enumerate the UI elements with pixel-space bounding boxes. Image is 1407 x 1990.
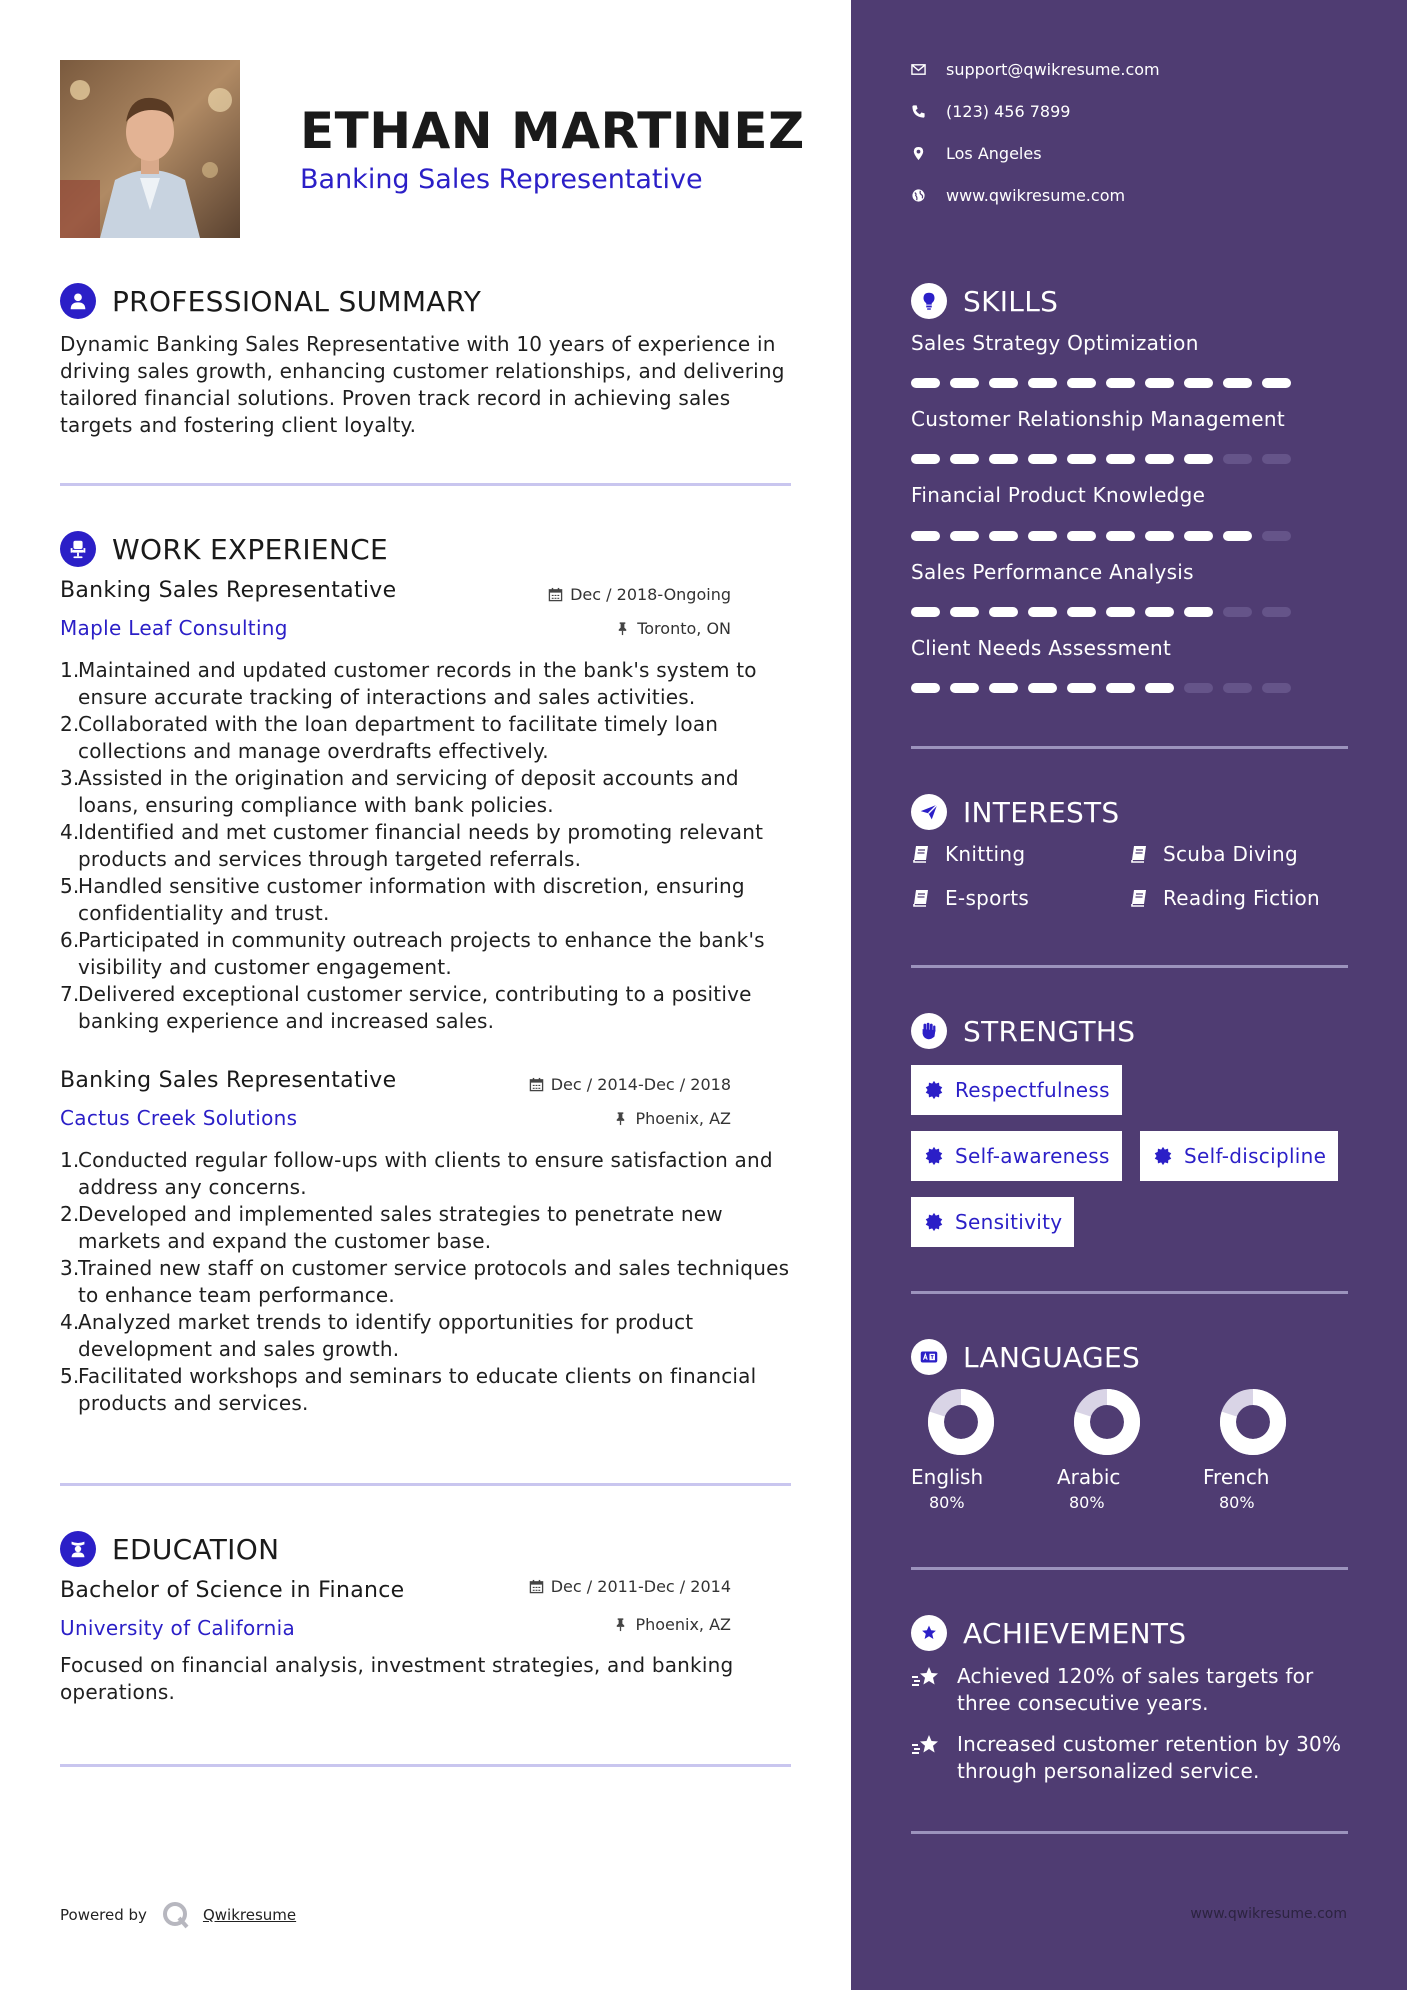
interest-item: Knitting [911,842,1025,866]
skills-title: SKILLS [963,284,1059,318]
skill-segment [1145,378,1174,388]
language-name: French [1203,1465,1270,1489]
job-responsibilities [60,1147,800,1417]
skill-segment [950,378,979,388]
interest-item: Reading Fiction [1129,886,1320,910]
qwikresume-link[interactable]: Qwikresume [202,1906,297,1924]
skill-level-bar [911,607,1301,617]
pin-icon [613,1111,628,1126]
strength-chip: Self-awareness [911,1131,1122,1181]
list-item: 1. Maintained and updated customer records in the bank's system to ensure accurate tracking of interactions and sales activities. [60,658,757,709]
book-icon [1129,844,1149,864]
job-location: Toronto, ON [615,619,731,638]
skill-segment [1223,683,1252,693]
footer-website[interactable]: www.qwikresume.com [1190,1906,1347,1922]
education-title: EDUCATION [112,1532,280,1566]
skill-segment [950,607,979,617]
candidate-name: ETHAN MARTINEZ [300,102,805,160]
skill-segment [989,531,1018,541]
skill-segment [1223,531,1252,541]
skill-segment [950,683,979,693]
list-item: 3. Trained new staff on customer service protocols and sales techniques to enhance team performance. [60,1256,790,1307]
skill-segment [1262,607,1291,617]
divider [911,1831,1348,1834]
skill-segment [911,607,940,617]
education-dates: Dec / 2011-Dec / 2014 [529,1577,731,1596]
list-item: 3. Assisted in the origination and servicing of deposit accounts and loans, ensuring compliance with bank policies. [60,766,739,817]
pin-icon [615,621,630,636]
skill-level-bar [911,683,1301,693]
location-pin-icon [911,146,926,161]
skill-segment [1184,607,1213,617]
language-donut [928,1389,994,1455]
interests-title: INTERESTS [963,795,1120,829]
contact-phone: (123) 456 7899 [911,102,1070,121]
skill-segment [1067,683,1096,693]
language-item [911,1389,1011,1512]
job-company: Maple Leaf Consulting [60,616,288,640]
language-item [1057,1389,1157,1512]
skill-segment [1106,607,1135,617]
skills-heading [911,283,1058,319]
language-name: English [911,1465,984,1489]
translate-icon [911,1339,947,1375]
skill-segment [950,531,979,541]
divider [911,965,1348,968]
achievement-item: Achieved 120% of sales targets for three consecutive years. [911,1663,1351,1717]
skill-segment [1067,378,1096,388]
education-location: Phoenix, AZ [613,1615,731,1634]
achievement-item: Increased customer retention by 30% through personalized service. [911,1731,1351,1785]
skill-segment [911,683,940,693]
skill-segment [911,378,940,388]
interest-item: Scuba Diving [1129,842,1298,866]
pin-icon [613,1617,628,1632]
strength-chip: Self-discipline [1140,1131,1338,1181]
skill-segment [1067,454,1096,464]
skill-segment [1262,378,1291,388]
language-donut [1220,1389,1286,1455]
paper-plane-icon [911,794,947,830]
school-name: University of California [60,1616,296,1640]
badge-icon [923,1211,945,1233]
profile-photo [60,60,240,238]
skill-segment [950,454,979,464]
contact-location: Los Angeles [911,144,1042,163]
summary-heading [60,283,481,319]
envelope-icon [911,62,926,77]
calendar-icon [548,587,563,602]
skill-segment [1106,378,1135,388]
list-item: 2. Developed and implemented sales strategies to penetrate new markets and expand the customer base. [60,1202,723,1253]
language-percent: 80% [1219,1493,1255,1512]
skill-segment [1223,378,1252,388]
skill-segment [1184,454,1213,464]
star-badge-icon [911,1615,947,1651]
skill-segment [1262,683,1291,693]
skill-name: Sales Performance Analysis [911,560,1194,584]
language-donut [1074,1389,1140,1455]
list-item: 6. Participated in community outreach projects to enhance the bank's visibility and customer engagement. [60,928,765,979]
job-dates: Dec / 2014-Dec / 2018 [529,1075,731,1094]
phone-icon [911,104,926,119]
office-chair-icon [60,531,96,567]
strength-chip: Respectfulness [911,1065,1122,1115]
skill-segment [1028,607,1057,617]
job-dates: Dec / 2018-Ongoing [548,585,731,604]
badge-icon [1152,1145,1174,1167]
skill-segment [1028,683,1057,693]
skill-segment [1106,683,1135,693]
list-item: 4. Identified and met customer financial needs by promoting relevant products and services through targeted referrals. [60,820,764,871]
interests-heading [911,794,1120,830]
degree-title: Bachelor of Science in Finance [60,1578,405,1603]
divider [911,1567,1348,1570]
education-heading [60,1531,279,1567]
experience-heading [60,531,388,567]
skill-segment [1067,607,1096,617]
badge-icon [923,1079,945,1101]
skill-segment [1262,531,1291,541]
skill-segment [1145,531,1174,541]
strength-chip: Sensitivity [911,1197,1074,1247]
skill-segment [911,454,940,464]
skill-name: Financial Product Knowledge [911,483,1206,507]
skill-name: Customer Relationship Management [911,407,1285,431]
skill-segment [1067,531,1096,541]
job-title: Banking Sales Representative [60,1068,397,1093]
list-item: 5. Handled sensitive customer information with discretion, ensuring confidentiality and trust. [60,874,745,925]
sidebar [851,0,1407,1990]
languages-heading [911,1339,1140,1375]
user-icon [60,283,96,319]
skill-segment [1184,683,1213,693]
skill-name: Client Needs Assessment [911,636,1172,660]
language-item [1203,1389,1303,1512]
job-responsibilities [60,657,800,1035]
contact-website: www.qwikresume.com [911,186,1125,205]
strengths-title: STRENGTHS [963,1014,1136,1048]
skill-segment [989,454,1018,464]
calendar-icon [529,1579,544,1594]
summary-title: PROFESSIONAL SUMMARY [112,284,482,318]
language-name: Arabic [1057,1465,1121,1489]
divider [60,483,791,486]
shooting-star-icon [911,1665,941,1691]
divider [60,1483,791,1486]
education-text: Focused on financial analysis, investment strategies, and banking operations. [60,1653,734,1704]
list-item: 1. Conducted regular follow-ups with clients to ensure satisfaction and address any concerns. [60,1148,773,1199]
skill-segment [1106,454,1135,464]
list-item: 7. Delivered exceptional customer service, contributing to a positive banking experience and increased sales. [60,982,752,1033]
skill-segment [1262,454,1291,464]
skill-segment [1145,683,1174,693]
divider [911,1291,1348,1294]
calendar-icon [529,1077,544,1092]
summary-text: Dynamic Banking Sales Representative with 10 years of experience in driving sales growth, enhancing customer relationships, and delivering tailored financial solutions. Proven track record in achieving sales targets and fostering client loyalty. [60,332,785,437]
candidate-role: Banking Sales Representative [300,164,703,195]
skill-segment [1028,378,1057,388]
graduate-icon [60,1531,96,1567]
skill-segment [911,531,940,541]
fist-icon [911,1013,947,1049]
skill-segment [1223,454,1252,464]
powered-by: Powered by Qwikresume [60,1900,296,1930]
skill-segment [1106,531,1135,541]
skill-name: Sales Strategy Optimization [911,331,1199,355]
globe-icon [911,188,926,203]
divider [911,746,1348,749]
contact-email: support@qwikresume.com [911,60,1160,79]
language-percent: 80% [929,1493,965,1512]
skill-level-bar [911,531,1301,541]
qwikresume-logo-icon [161,1900,191,1930]
divider [60,1764,791,1767]
skill-segment [1145,607,1174,617]
achievements-title: ACHIEVEMENTS [963,1616,1187,1650]
skill-level-bar [911,378,1301,388]
book-icon [1129,888,1149,908]
shooting-star-icon [911,1733,941,1759]
skill-segment [989,683,1018,693]
skill-level-bar [911,454,1301,464]
donut-hole [1241,1410,1265,1434]
job-company: Cactus Creek Solutions [60,1106,298,1130]
skill-segment [1028,531,1057,541]
book-icon [911,888,931,908]
job-location: Phoenix, AZ [613,1109,731,1128]
job-title: Banking Sales Representative [60,578,397,603]
skill-segment [989,378,1018,388]
donut-hole [1095,1410,1119,1434]
donut-hole [949,1410,973,1434]
achievements-heading [911,1615,1186,1651]
list-item: 4. Analyzed market trends to identify opportunities for product development and sales growth. [60,1310,694,1361]
experience-title: WORK EXPERIENCE [112,532,388,566]
book-icon [911,844,931,864]
badge-icon [923,1145,945,1167]
list-item: 5. Facilitated workshops and seminars to educate clients on financial products and services. [60,1364,757,1415]
strengths-heading [911,1013,1135,1049]
skill-segment [989,607,1018,617]
skill-segment [1028,454,1057,464]
skill-segment [1223,607,1252,617]
list-item: 2. Collaborated with the loan department to facilitate timely loan collections and manage overdrafts effectively. [60,712,719,763]
skill-segment [1184,378,1213,388]
languages-title: LANGUAGES [963,1340,1141,1374]
interest-item: E-sports [911,886,1029,910]
language-percent: 80% [1069,1493,1105,1512]
skill-segment [1184,531,1213,541]
skill-segment [1145,454,1174,464]
lightbulb-icon [911,283,947,319]
